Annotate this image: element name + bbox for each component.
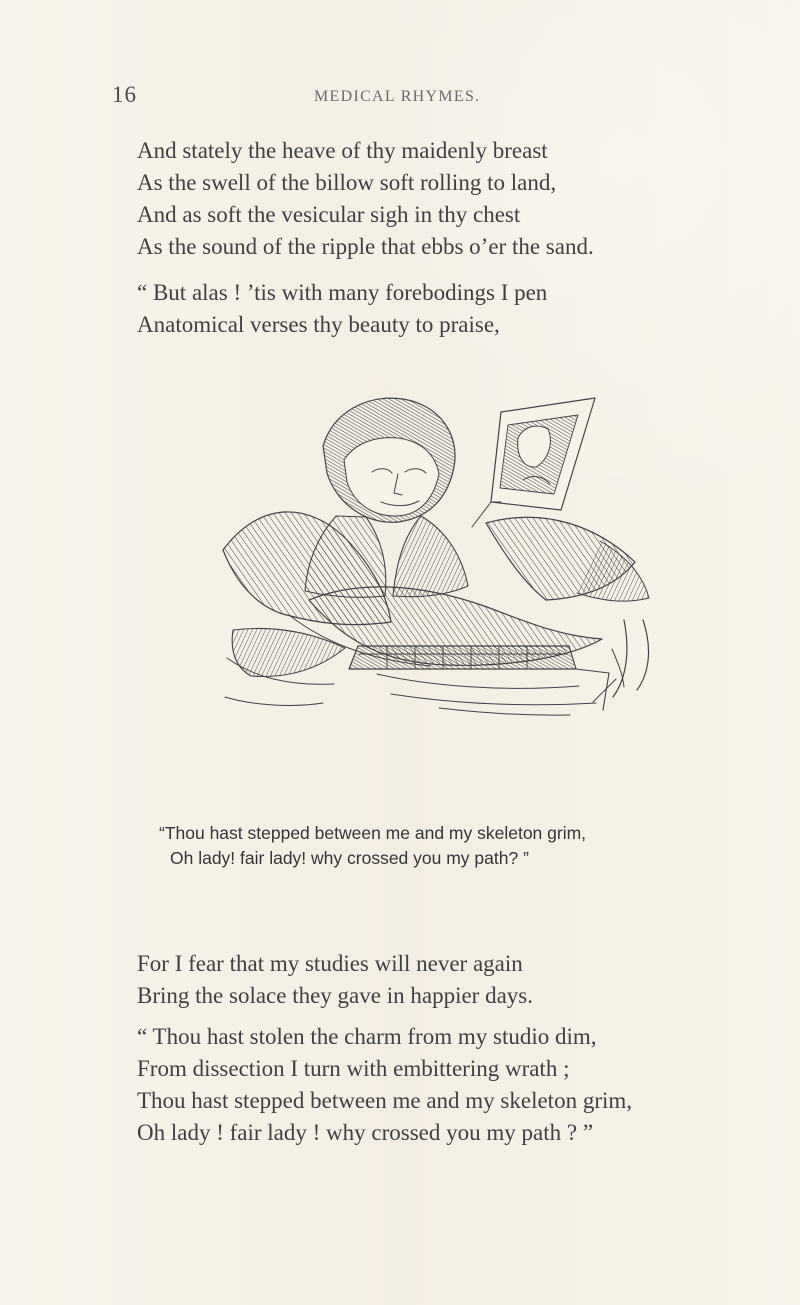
verse-line: From dissection I turn with embittering wrath ; [137, 1056, 570, 1081]
stanza-4 [137, 1021, 727, 1149]
verse-line: And as soft the vesicular sigh in thy chest [137, 202, 521, 227]
verse-line: Thou hast stepped between me and my skeleton grim, [137, 1088, 633, 1113]
verse-line: Anatomical verses thy beauty to praise, [137, 312, 500, 337]
verse-line: “ But alas ! ’tis with many forebodings I pen [137, 280, 548, 305]
caption-line: Oh lady! fair lady! why crossed you my path? ” [170, 848, 529, 868]
verse-line: As the sound of the ripple that ebbs o’er the sand. [137, 234, 594, 259]
stanza-2 [137, 277, 727, 341]
verse-line: Bring the solace they gave in happier days. [137, 983, 533, 1008]
running-head: MEDICAL RHYMES. [314, 88, 481, 105]
stanza-1 [137, 135, 727, 263]
illustration-caption [159, 821, 749, 871]
stanza-3 [137, 948, 727, 1012]
verse-line: And stately the heave of thy maidenly breast [137, 138, 548, 163]
caption-line: “Thou hast stepped between me and my skeleton grim, [159, 823, 587, 843]
engraved-illustration [205, 390, 710, 730]
verse-line: As the swell of the billow soft rolling to land, [137, 170, 557, 195]
page-number: 16 [112, 82, 137, 107]
verse-line: “ Thou hast stolen the charm from my studio dim, [137, 1024, 597, 1049]
verse-line: For I fear that my studies will never again [137, 951, 523, 976]
verse-line: Oh lady ! fair lady ! why crossed you my path ? ” [137, 1120, 594, 1145]
